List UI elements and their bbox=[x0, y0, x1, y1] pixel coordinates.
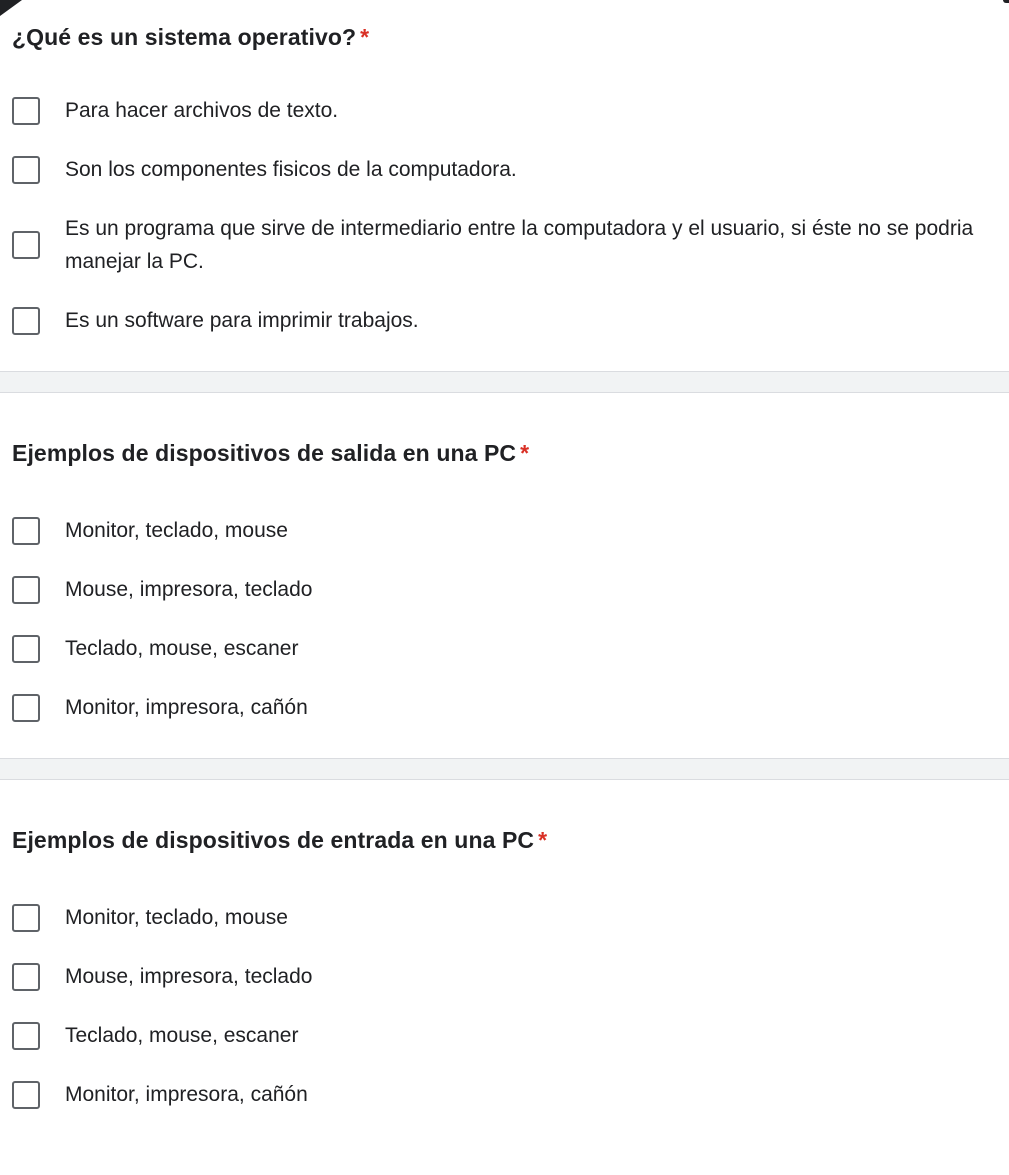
option-label: Teclado, mouse, escaner bbox=[65, 1024, 299, 1047]
checkbox-option[interactable] bbox=[12, 573, 997, 606]
checkbox[interactable] bbox=[12, 231, 40, 259]
question-title: ¿Qué es un sistema operativo? * bbox=[12, 24, 370, 50]
checkbox[interactable] bbox=[12, 1081, 40, 1109]
checkbox-option[interactable] bbox=[12, 1019, 997, 1052]
section-divider bbox=[0, 758, 1009, 780]
option-label: Teclado, mouse, escaner bbox=[65, 637, 299, 660]
checkbox-option[interactable] bbox=[12, 153, 997, 186]
checkbox-option[interactable] bbox=[12, 212, 997, 278]
option-label: Es un software para imprimir trabajos. bbox=[65, 309, 419, 332]
checkbox-group bbox=[12, 514, 997, 724]
question-dispositivos-salida bbox=[0, 393, 1009, 724]
checkbox-option[interactable] bbox=[12, 94, 997, 127]
checkbox[interactable] bbox=[12, 517, 40, 545]
checkbox-option[interactable] bbox=[12, 514, 997, 547]
checkbox-option[interactable] bbox=[12, 632, 997, 665]
checkbox[interactable] bbox=[12, 904, 40, 932]
section-divider bbox=[0, 371, 1009, 393]
checkbox[interactable] bbox=[12, 307, 40, 335]
required-asterisk: * bbox=[360, 24, 370, 50]
option-label: Son los componentes fisicos de la computadora. bbox=[65, 158, 517, 181]
question-dispositivos-entrada bbox=[0, 780, 1009, 1111]
option-label: Monitor, impresora, cañón bbox=[65, 1083, 308, 1106]
checkbox-option[interactable] bbox=[12, 1078, 997, 1111]
option-label: Monitor, impresora, cañón bbox=[65, 696, 308, 719]
checkbox[interactable] bbox=[12, 156, 40, 184]
checkbox-option[interactable] bbox=[12, 691, 997, 724]
option-label: Es un programa que sirve de intermediario entre la computadora y el usuario, si éste no se podria manejar la PC. bbox=[65, 217, 974, 273]
checkbox-group bbox=[12, 901, 997, 1111]
checkbox[interactable] bbox=[12, 963, 40, 991]
option-label: Mouse, impresora, teclado bbox=[65, 965, 313, 988]
question-title: Ejemplos de dispositivos de salida en una PC * bbox=[12, 440, 530, 466]
checkbox[interactable] bbox=[12, 635, 40, 663]
checkbox[interactable] bbox=[12, 1022, 40, 1050]
option-label: Para hacer archivos de texto. bbox=[65, 99, 339, 122]
checkbox[interactable] bbox=[12, 694, 40, 722]
required-asterisk: * bbox=[520, 440, 530, 466]
checkbox-option[interactable] bbox=[12, 304, 997, 337]
option-label: Mouse, impresora, teclado bbox=[65, 578, 313, 601]
option-label: Monitor, teclado, mouse bbox=[65, 519, 288, 542]
checkbox[interactable] bbox=[12, 576, 40, 604]
checkbox[interactable] bbox=[12, 97, 40, 125]
option-label: Monitor, teclado, mouse bbox=[65, 906, 288, 929]
checkbox-option[interactable] bbox=[12, 960, 997, 993]
question-title: Ejemplos de dispositivos de entrada en una PC * bbox=[12, 827, 548, 853]
checkbox-group bbox=[12, 94, 997, 337]
question-sistema-operativo bbox=[0, 0, 1009, 337]
checkbox-option[interactable] bbox=[12, 901, 997, 934]
required-asterisk: * bbox=[538, 827, 548, 853]
